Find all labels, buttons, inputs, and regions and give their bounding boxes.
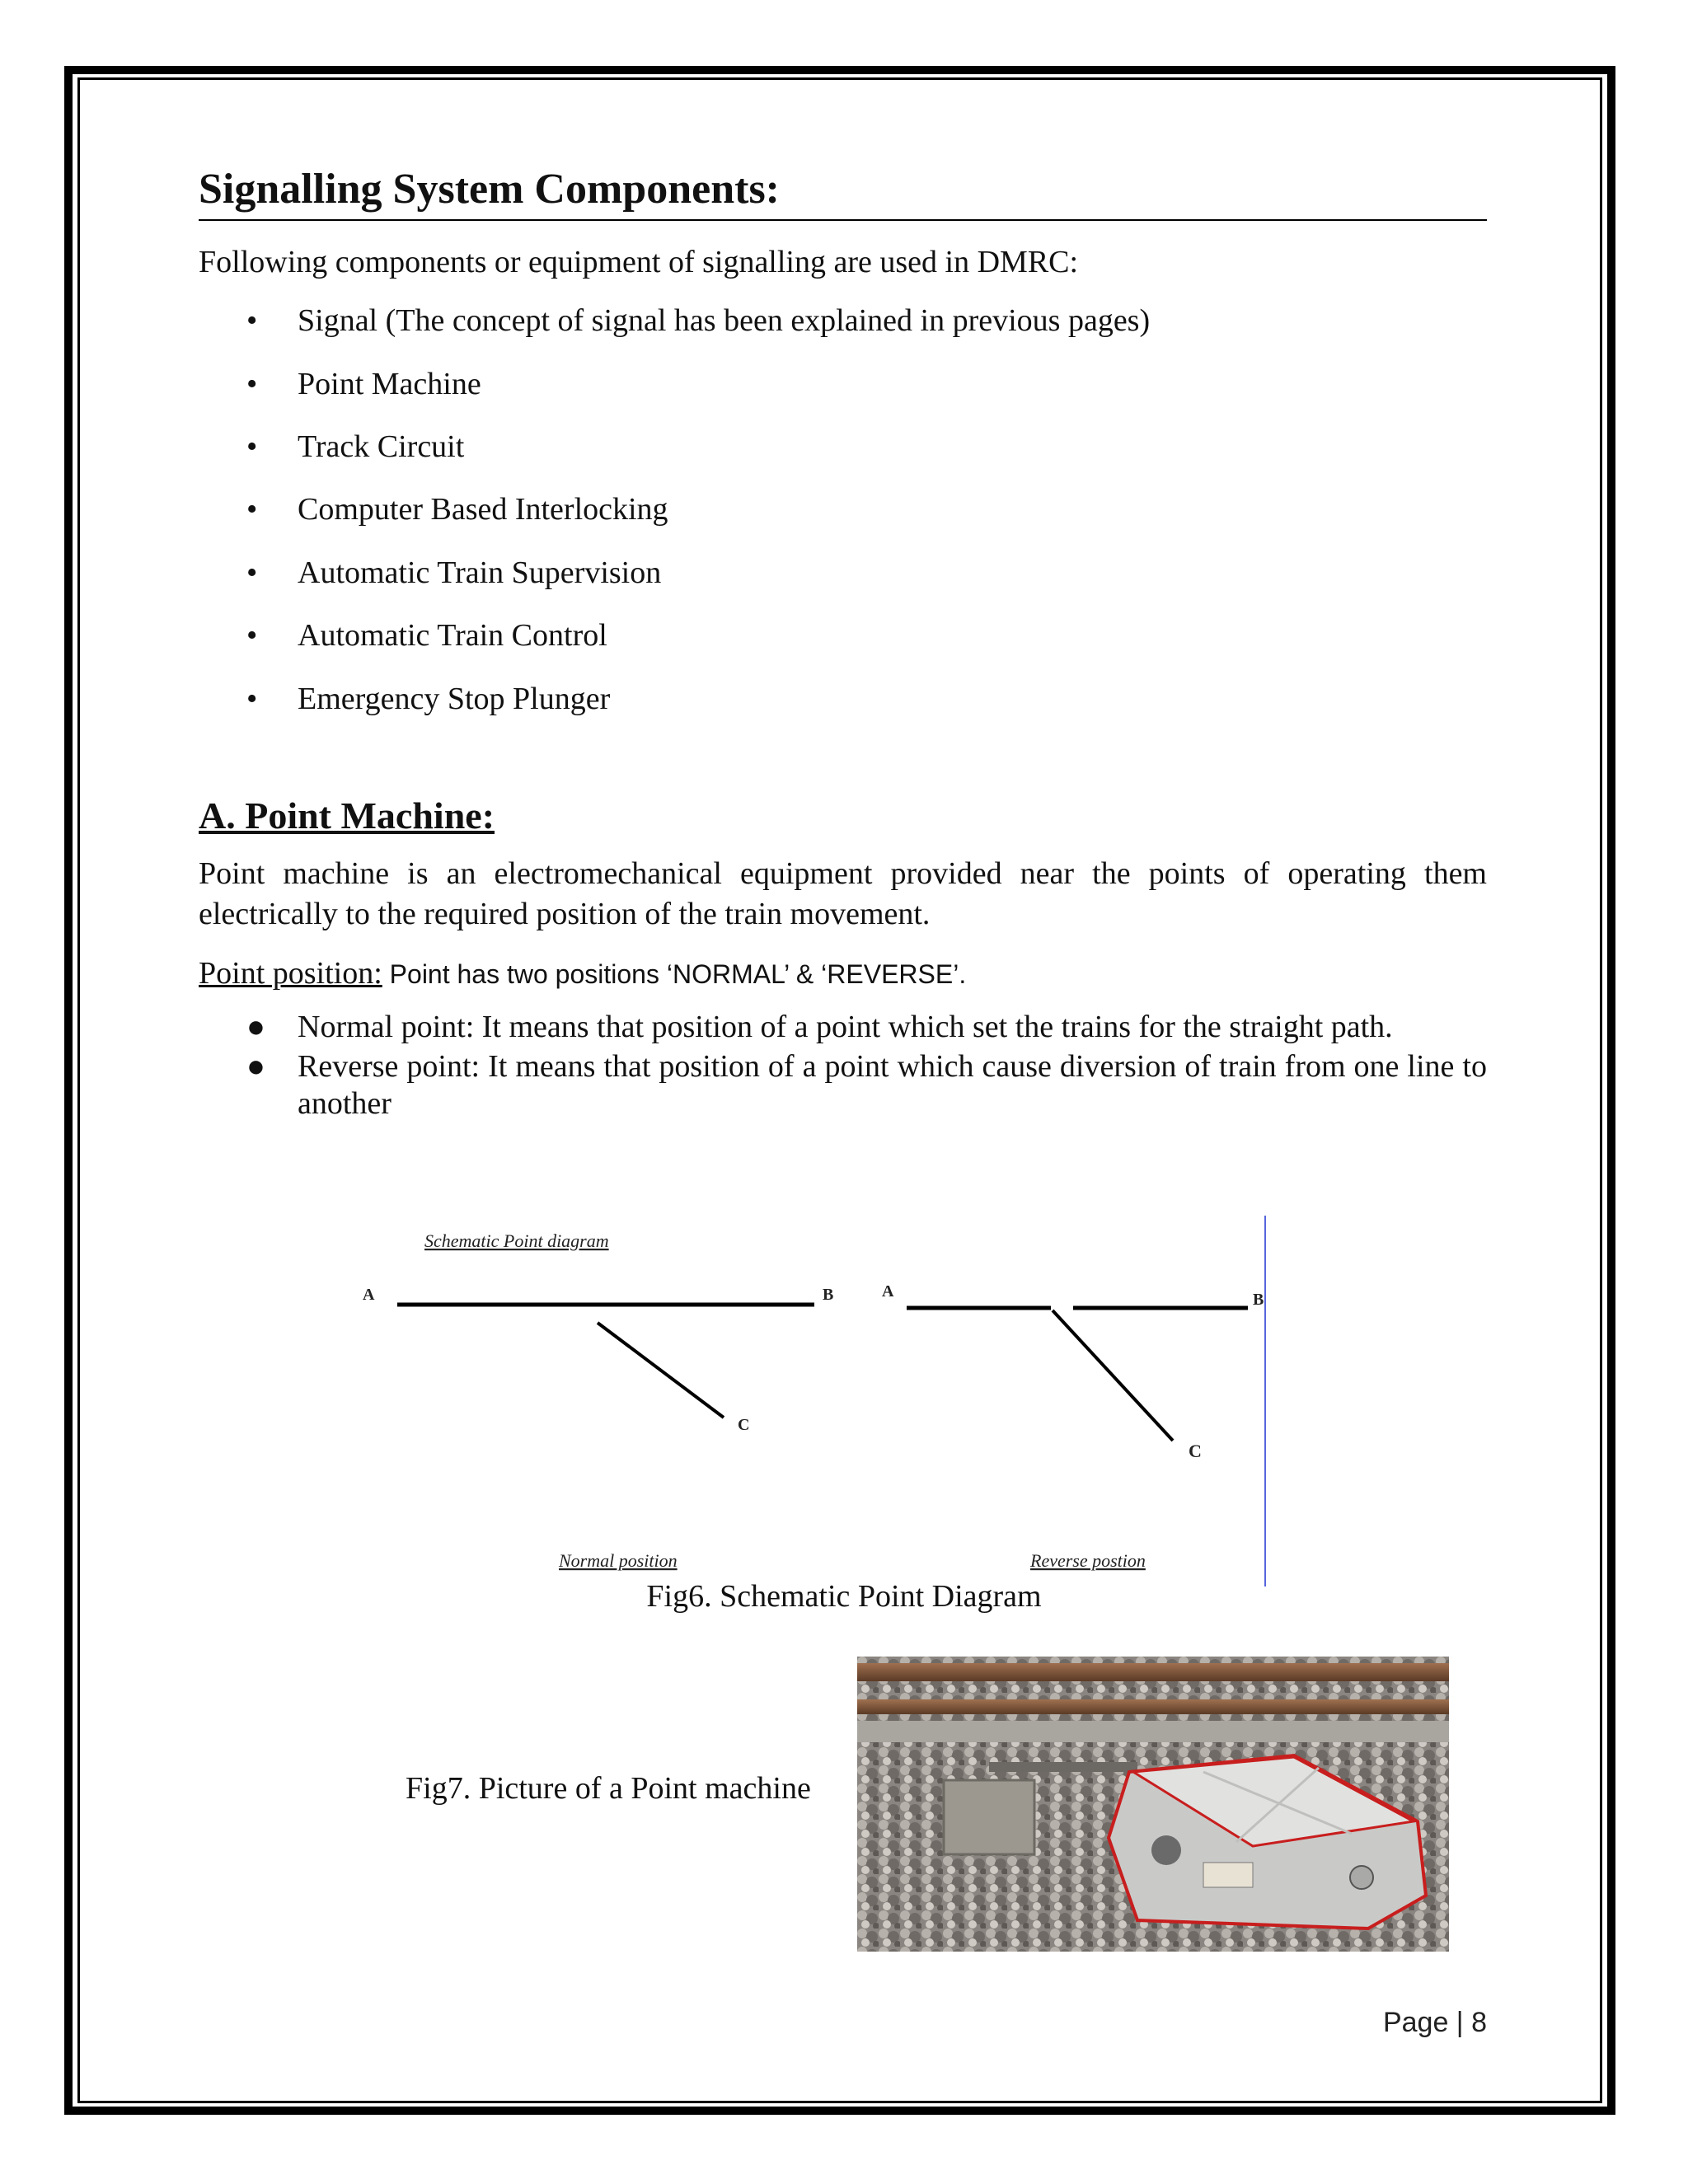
page-number: Page | 8 bbox=[1382, 2007, 1487, 2038]
list-item: • Computer Based Interlocking bbox=[199, 490, 1487, 530]
lock-icon bbox=[1350, 1866, 1373, 1889]
bullet-icon: • bbox=[246, 492, 258, 527]
reverse-diverging-track bbox=[1053, 1310, 1173, 1441]
fig6-caption: Fig6. Schematic Point Diagram bbox=[646, 1579, 1042, 1614]
normal-position-caption: Normal position bbox=[559, 1550, 678, 1571]
label-b-normal: B bbox=[823, 1286, 834, 1304]
bullet-icon: • bbox=[246, 681, 258, 716]
list-item: • Automatic Train Control bbox=[199, 616, 1487, 656]
point-position-line bbox=[199, 954, 1487, 994]
label-a-reverse: A bbox=[882, 1282, 894, 1301]
section-heading: Signalling System Components: bbox=[199, 165, 1487, 221]
bullet-icon: • bbox=[246, 618, 258, 654]
bullet-icon: • bbox=[246, 303, 258, 339]
list-item: • Point Machine bbox=[199, 364, 1487, 405]
point-position-text: Point has two positions ‘NORMAL’ & ‘REVERSE’. bbox=[382, 958, 967, 989]
normal-diverging-track bbox=[598, 1323, 724, 1418]
rail-top bbox=[857, 1663, 1449, 1681]
point-machine-description: Point machine is an electromechanical equipment provided near the points of operating them electrically to the required position of the train movement. bbox=[199, 855, 1487, 932]
label-a-normal: A bbox=[363, 1286, 375, 1304]
crank-icon bbox=[1151, 1835, 1181, 1865]
rod bbox=[989, 1762, 1137, 1772]
components-list bbox=[199, 301, 1487, 719]
label-c-reverse: C bbox=[1189, 1441, 1202, 1461]
bullet-icon: ● bbox=[246, 1048, 265, 1084]
list-item: • Track Circuit bbox=[199, 427, 1487, 467]
point-machine-photo bbox=[857, 1657, 1449, 1952]
rail-second bbox=[857, 1699, 1449, 1714]
bullet-icon: ● bbox=[246, 1010, 265, 1045]
bullet-icon: • bbox=[246, 555, 258, 590]
warning-plate bbox=[1203, 1863, 1253, 1887]
list-item: • Automatic Train Supervision bbox=[199, 553, 1487, 593]
page-content bbox=[199, 165, 1487, 1125]
schematic-point-diagram bbox=[346, 1207, 1294, 1586]
sleeper bbox=[857, 1721, 1449, 1742]
intro-text: Following components or equipment of signalling are used in DMRC: bbox=[199, 244, 1079, 279]
list-item: • Emergency Stop Plunger bbox=[199, 679, 1487, 719]
positions-list bbox=[199, 1009, 1487, 1123]
junction-box bbox=[944, 1780, 1034, 1854]
bullet-icon: • bbox=[246, 429, 258, 464]
diagram-title: Schematic Point diagram bbox=[424, 1230, 609, 1251]
fig7-caption: Fig7. Picture of a Point machine bbox=[406, 1771, 811, 1806]
label-c-normal: C bbox=[738, 1416, 750, 1434]
point-position-label: Point position: bbox=[199, 955, 382, 991]
list-item: ● Reverse point: It means that position of a point which cause diversion of train from one line to another bbox=[246, 1048, 1487, 1122]
list-item: ● Normal point: It means that position of a point which set the trains for the straight path. bbox=[199, 1009, 1487, 1047]
bullet-icon: • bbox=[246, 366, 258, 401]
label-b-reverse: B bbox=[1253, 1291, 1264, 1309]
reverse-position-caption: Reverse postion bbox=[1030, 1550, 1146, 1571]
point-machine-heading: A. Point Machine: bbox=[199, 794, 495, 837]
list-item: • Signal (The concept of signal has been explained in previous pages) bbox=[199, 301, 1487, 341]
